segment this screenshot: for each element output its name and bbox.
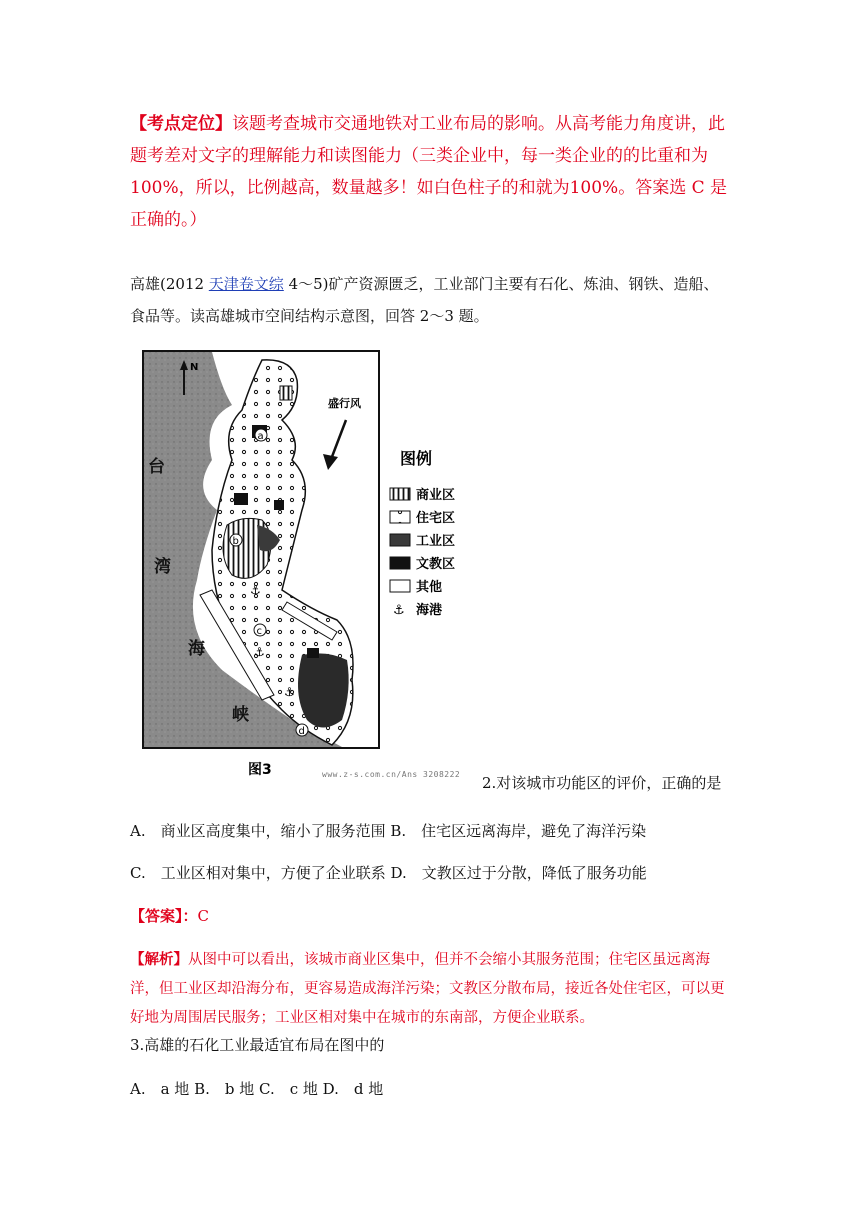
question-intro [130, 268, 730, 332]
anchor-icon: ⚓ [254, 645, 265, 659]
legend-label: 住宅区 [416, 511, 456, 526]
sea-label: 海 [188, 639, 205, 659]
note-tag: 【考点定位】 [130, 114, 232, 134]
sea-label: 湾 [154, 557, 171, 577]
anchor-icon: ⚓ [250, 583, 261, 597]
legend-swatch-other [390, 580, 410, 592]
question-2-options-cd: C. 工业区相对集中，方便了企业联系 D. 文教区过于分散，降低了服务功能 [130, 864, 647, 882]
education-block-4 [307, 648, 319, 658]
legend-label: 文教区 [416, 557, 456, 572]
anchor-icon: ⚓ [393, 603, 405, 618]
figure-caption: 图3 [248, 762, 272, 778]
analysis-paragraph [130, 945, 730, 1033]
analysis-text: 从图中可以看出，该城市商业区集中，但并不会缩小其服务范围；住宅区虽远离海洋，但工业区却沿海分布，更容易造成海洋污染；文教区分散布局，接近各处住宅区，可以更好地为周围居民服务；工业区相对集中在城市的东南部，方便企业联系。 [130, 952, 725, 1026]
point-c-label: c [256, 626, 262, 637]
education-block-3 [274, 500, 284, 510]
sea-label: 峡 [232, 705, 249, 725]
legend-title: 图例 [400, 449, 433, 468]
legend-label: 工业区 [416, 534, 456, 549]
legend-swatch-residential [390, 511, 410, 523]
question-3-stem: 3.高雄的石化工业最适宜布局在图中的 [130, 1036, 385, 1054]
intro-suffix: 4～5)矿产资源匮乏，工业部门主要有石化、炼油、钢铁、造船、食品等。读高雄城市空间结构示意图，回答 2～3 题。 [130, 275, 719, 325]
answer-line [130, 905, 209, 926]
commercial-zone-north [280, 386, 292, 400]
question-3-options: A. a 地 B. b 地 C. c 地 D. d 地 [130, 1080, 384, 1098]
legend-swatch-industrial [390, 534, 410, 546]
industrial-zone-south [298, 653, 349, 727]
legend-swatch-education [390, 557, 410, 569]
anchor-icon: ⚓ [284, 685, 295, 699]
legend-label: 海港 [416, 603, 443, 618]
education-block-2 [234, 493, 248, 505]
question-2-stem: 2.对该城市功能区的评价，正确的是 [482, 774, 722, 792]
question-2-options-ab: A. 商业区高度集中，缩小了服务范围 B. 住宅区远离海岸，避免了海洋污染 [130, 822, 647, 840]
note-text: 该题考查城市交通地铁对工业布局的影响。从高考能力角度讲，此题考差对文字的理解能力和读图能力（三类企业中，每一类企业的的比重和为100%，所以，比例越高，数量越多！如白色柱子的和就为100%。答案选 C 是正确的。） [130, 114, 728, 230]
kaohsiung-map-figure [142, 350, 482, 780]
answer-value: C [197, 907, 209, 925]
answer-label: 【答案】： [130, 907, 198, 925]
point-a-label: a [257, 431, 264, 442]
intro-prefix: 高雄(2012 [130, 275, 209, 293]
analysis-label: 【解析】 [130, 951, 188, 968]
watermark: www.z-s.com.cn/Ans 3208222 [322, 770, 461, 779]
legend-label: 其他 [416, 580, 443, 595]
source-link[interactable]: 天津卷文综 [208, 275, 284, 293]
sea-label: 台 [148, 457, 165, 477]
exam-point-note [130, 108, 730, 236]
legend-label: 商业区 [416, 488, 456, 503]
wind-label: 盛行风 [328, 397, 361, 410]
north-label: N [190, 362, 199, 373]
legend-swatch-commercial [390, 488, 410, 500]
point-b-label: b [232, 536, 239, 547]
point-d-label: d [298, 726, 305, 737]
